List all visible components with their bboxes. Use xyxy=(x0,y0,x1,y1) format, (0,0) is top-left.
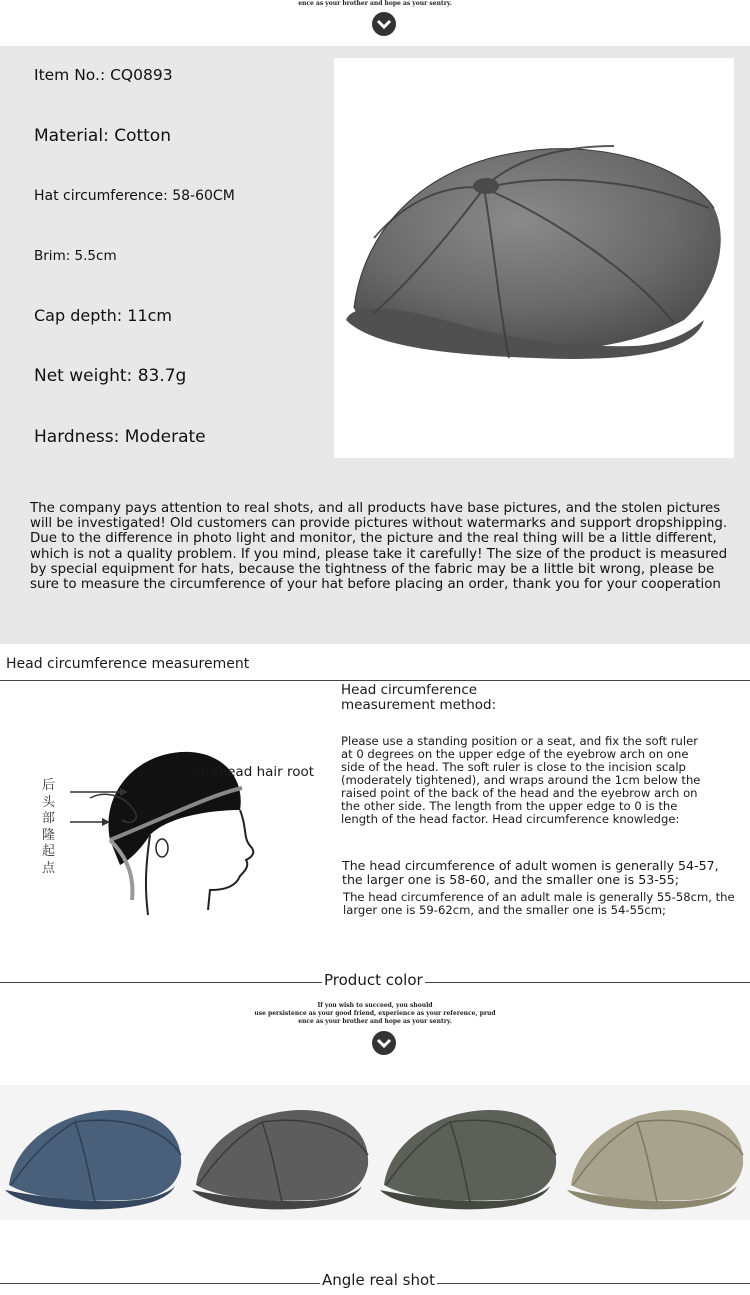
product-color-label: Product color xyxy=(324,971,423,989)
motto-line: ence as your brother and hope as your sentry. xyxy=(298,1018,452,1025)
hat-khaki[interactable] xyxy=(567,1100,747,1210)
hat-grey[interactable] xyxy=(192,1100,372,1210)
forehead-hair-root-label: forehead hair root xyxy=(192,764,315,780)
hat-circumference: Hat circumference: 58-60CM xyxy=(34,188,235,204)
method-title: Head circumference measurement method: xyxy=(341,682,497,713)
disclaimer-text: The company pays attention to real shots, and all products have base pictures, and the stolen pictures will be investigated! Old customers can provide pictures without watermarks and support dropshipping. Due to the difference in photo light and monitor, the picture and the real thing will be a little different, which is not a quality problem. If you mind, please take it carefully! The size of the product is measured by special equipment for hats, because the tightness of the fabric may be a little bit wrong, please be sure to measure the circumference of your hat before placing an order, thank you for your cooperation xyxy=(30,501,728,593)
brim: Brim: 5.5cm xyxy=(34,248,117,264)
chinese-label: 后头部隆起点 xyxy=(42,778,56,876)
motto-block xyxy=(250,1002,500,1026)
top-motto-line: ence as your brother and hope as your sentry. xyxy=(298,0,452,7)
motto-line: use persistence as your good friend, experience as your reference, prud xyxy=(254,1010,496,1017)
product-photo xyxy=(334,58,734,458)
hat-army-green[interactable] xyxy=(380,1100,560,1210)
hat-blue[interactable] xyxy=(5,1100,185,1210)
hardness: Hardness: Moderate xyxy=(34,427,206,447)
material: Material: Cotton xyxy=(34,126,171,146)
chevron-down-icon xyxy=(372,1031,396,1055)
motto-line: If you wish to succeed, you should xyxy=(317,1002,433,1009)
measurement-section-title: Head circumference measurement xyxy=(6,656,250,672)
method-body: Please use a standing position or a seat, and fix the soft ruler at 0 degrees on the upper edge of the eyebrow arch on one side of the head. The soft ruler is close to the incision scalp (moderately tightened), and wraps around the 1cm below the raised point of the back of the head and the eyebrow arch on the other side. The length from the upper edge to 0 is the length of the head factor. Head circumference knowledge: xyxy=(341,734,701,826)
net-weight: Net weight: 83.7g xyxy=(34,366,187,386)
chevron-down-icon xyxy=(372,12,396,36)
top-motto xyxy=(250,0,500,8)
cap-depth: Cap depth: 11cm xyxy=(34,306,173,325)
angle-real-shot-label: Angle real shot xyxy=(322,1271,436,1289)
men-size-info: The head circumference of an adult male is generally 55-58cm, the larger one is 59-62cm, and the smaller one is 54-55cm; xyxy=(343,890,735,917)
women-size-info: The head circumference of adult women is generally 54-57, the larger one is 58-60, and the smaller one is 53-55; xyxy=(342,858,719,887)
item-number: Item No.: CQ0893 xyxy=(34,66,173,84)
color-hats-row xyxy=(0,1085,750,1220)
hat-image xyxy=(334,58,734,458)
divider xyxy=(0,680,750,681)
